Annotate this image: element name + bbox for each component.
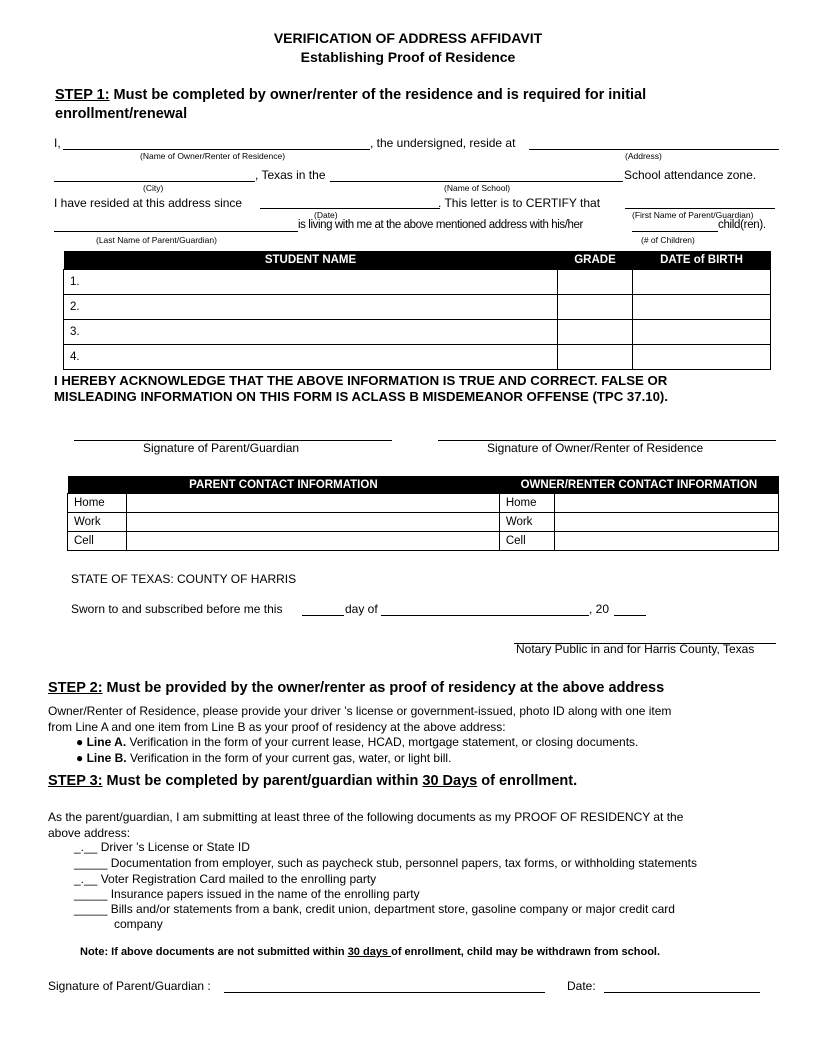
row-number: 4. xyxy=(70,351,80,363)
grade-cell[interactable] xyxy=(558,295,633,320)
student-name-cell[interactable] xyxy=(64,270,558,295)
owner-home-field[interactable] xyxy=(554,494,778,513)
document-text: Insurance papers issued in the name of the enrolling party xyxy=(107,887,420,901)
table-row xyxy=(68,513,779,532)
sworn-day-field[interactable] xyxy=(302,615,344,616)
dob-cell[interactable] xyxy=(633,320,771,345)
document-text: Voter Registration Card mailed to the enrolling party xyxy=(97,872,377,886)
sworn-month-field[interactable] xyxy=(381,615,589,616)
document-text: Driver ’s License or State ID xyxy=(97,840,250,854)
parent-signature-caption: Signature of Parent/Guardian xyxy=(143,441,300,455)
texas-in-the-text: , Texas in the xyxy=(255,168,326,182)
step3-para-line1: As the parent/guardian, I am submitting at least three of the following documents as my PROOF OF RESIDENCY at the xyxy=(48,810,684,824)
num-children-field[interactable] xyxy=(632,231,718,232)
last-name-caption: (Last Name of Parent/Guardian) xyxy=(96,235,217,245)
row-number: 3. xyxy=(70,326,80,338)
step3-para-line2: above address: xyxy=(48,826,131,840)
student-name-cell[interactable] xyxy=(64,320,558,345)
row-number: 2. xyxy=(70,301,80,313)
city-field[interactable] xyxy=(54,181,255,182)
document-checkbox-blank[interactable]: _____ xyxy=(74,902,108,916)
parent-work-field[interactable] xyxy=(127,513,500,532)
parent-cell-field[interactable] xyxy=(127,532,500,551)
student-name-cell[interactable] xyxy=(64,295,558,320)
note xyxy=(80,946,660,958)
bullet-icon: ● xyxy=(76,751,87,765)
city-caption: (City) xyxy=(143,183,164,193)
school-zone-text: School attendance zone. xyxy=(624,168,757,182)
step2-label: STEP 2: xyxy=(48,680,103,696)
line-b-text: Verification in the form of your current gas, water, or light bill. xyxy=(126,751,452,765)
table-row xyxy=(64,320,771,345)
contact-table xyxy=(67,476,779,551)
step1-heading xyxy=(55,86,755,124)
note-before: Note: If above documents are not submitted within xyxy=(80,946,348,958)
document-text-continuation: company xyxy=(114,917,163,931)
document-checkbox-blank[interactable]: _____ xyxy=(74,887,108,901)
contact-table-header xyxy=(68,476,779,494)
notary-caption: Notary Public in and for Harris County, Texas xyxy=(516,642,755,656)
owner-name-caption: (Name of Owner/Renter of Residence) xyxy=(140,151,286,161)
step2-para-line2: from Line A and one item from Line B as your proof of residency at the above address: xyxy=(48,720,506,734)
footer-signature-line[interactable] xyxy=(224,992,545,993)
note-after: of enrollment, child may be withdrawn from school. xyxy=(391,946,661,958)
table-row xyxy=(64,270,771,295)
document-checkbox-blank[interactable]: _.__ xyxy=(74,872,98,886)
line-b-item xyxy=(76,751,451,765)
parent-contact-label: Work xyxy=(68,513,127,532)
parent-last-name-field[interactable] xyxy=(54,231,298,232)
step1-text-line1: Must be completed by owner/renter of the residence and is required for initial xyxy=(109,87,647,103)
living-with-text: is living with me at the above mentioned address with his/her xyxy=(298,219,583,231)
footer-date-line[interactable] xyxy=(604,992,760,993)
dob-cell[interactable] xyxy=(633,270,771,295)
date-caption: (Date) xyxy=(314,210,338,220)
i-prefix: I, xyxy=(54,136,61,150)
document-text: Documentation from employer, such as paycheck stub, personnel papers, tax forms, or withholding statements xyxy=(107,856,697,870)
sworn-text: Sworn to and subscribed before me this xyxy=(71,602,283,616)
parent-contact-label: Home xyxy=(68,494,127,513)
address-field[interactable] xyxy=(529,149,779,150)
step3-text-after: of enrollment. xyxy=(477,773,578,789)
document-item xyxy=(74,887,420,901)
step2-para-line1: Owner/Renter of Residence, please provide your driver ’s license or government-issued, photo ID along with one item xyxy=(48,704,672,718)
document-checkbox-blank[interactable]: _____ xyxy=(74,856,108,870)
step1-text-line2: enrollment/renewal xyxy=(55,106,188,122)
owner-contact-label: Home xyxy=(499,494,554,513)
step3-text-before: Must be completed by parent/guardian within xyxy=(102,773,423,789)
line-a-item xyxy=(76,735,638,749)
document-item xyxy=(74,840,250,854)
grade-cell[interactable] xyxy=(558,345,633,370)
line-b-label: Line B. xyxy=(86,751,127,765)
bullet-icon: ● xyxy=(76,735,87,749)
form-subtitle: Establishing Proof of Residence xyxy=(300,49,516,65)
dob-header: DATE of BIRTH xyxy=(633,251,771,270)
table-row xyxy=(64,295,771,320)
owner-contact-label: Work xyxy=(499,513,554,532)
resided-since-text: I have resided at this address since xyxy=(54,196,243,210)
footer-signature-label: Signature of Parent/Guardian : xyxy=(48,979,211,993)
footer-date-label: Date: xyxy=(567,979,596,993)
parent-home-field[interactable] xyxy=(127,494,500,513)
document-checkbox-blank[interactable]: _.__ xyxy=(74,840,98,854)
step3-paragraph xyxy=(48,809,683,841)
document-item xyxy=(74,872,376,886)
student-table xyxy=(63,251,771,370)
owner-work-field[interactable] xyxy=(554,513,778,532)
table-row xyxy=(68,532,779,551)
school-caption: (Name of School) xyxy=(444,183,511,193)
document-item xyxy=(74,902,675,916)
grade-cell[interactable] xyxy=(558,270,633,295)
owner-contact-label: Cell xyxy=(499,532,554,551)
year-prefix-text: , 20 xyxy=(589,602,610,616)
acknowledgement-line2: MISLEADING INFORMATION ON THIS FORM IS ACLASS B MISDEMEANOR OFFENSE (TPC 37.10). xyxy=(54,389,668,404)
document-text: Bills and/or statements from a bank, credit union, department store, gasoline company or major credit card xyxy=(107,902,675,916)
step1-label: STEP 1: xyxy=(55,87,110,103)
step3-days: 30 Days xyxy=(422,773,478,789)
note-days: 30 days xyxy=(347,946,392,958)
step2-paragraph xyxy=(48,703,671,735)
step3-label: STEP 3: xyxy=(48,773,103,789)
state-county-text: STATE OF TEXAS: COUNTY OF HARRIS xyxy=(71,572,297,586)
line-a-label: Line A. xyxy=(86,735,127,749)
certify-text: . This letter is to CERTIFY that xyxy=(438,196,601,210)
acknowledgement xyxy=(54,373,668,405)
owner-contact-header: OWNER/RENTER CONTACT INFORMATION xyxy=(499,476,778,494)
student-table-header xyxy=(64,251,771,270)
address-caption: (Address) xyxy=(625,151,662,161)
step2-heading xyxy=(48,679,788,698)
num-children-caption: (# of Children) xyxy=(641,235,695,245)
dob-cell[interactable] xyxy=(633,345,771,370)
dob-cell[interactable] xyxy=(633,295,771,320)
table-row xyxy=(68,494,779,513)
student-name-cell[interactable] xyxy=(64,345,558,370)
sworn-year-field[interactable] xyxy=(614,615,646,616)
line-a-text: Verification in the form of your current lease, HCAD, mortgage statement, or closing documents. xyxy=(126,735,639,749)
owner-name-field[interactable] xyxy=(63,149,370,150)
school-name-field[interactable] xyxy=(330,181,623,182)
form-title: VERIFICATION OF ADDRESS AFFIDAVIT xyxy=(273,30,543,46)
grade-cell[interactable] xyxy=(558,320,633,345)
owner-signature-caption: Signature of Owner/Renter of Residence xyxy=(487,441,704,455)
grade-header: GRADE xyxy=(558,251,633,270)
document-item xyxy=(74,856,697,870)
row-number: 1. xyxy=(70,276,80,288)
resided-date-field[interactable] xyxy=(260,208,440,209)
parent-first-name-field[interactable] xyxy=(625,208,775,209)
parent-contact-header: PARENT CONTACT INFORMATION xyxy=(68,476,500,494)
student-name-header: STUDENT NAME xyxy=(64,251,558,270)
day-of-text: day of xyxy=(345,602,378,616)
table-row xyxy=(64,345,771,370)
owner-cell-field[interactable] xyxy=(554,532,778,551)
undersigned-text: , the undersigned, reside at xyxy=(370,136,516,150)
parent-contact-label: Cell xyxy=(68,532,127,551)
acknowledgement-line1: I HEREBY ACKNOWLEDGE THAT THE ABOVE INFORMATION IS TRUE AND CORRECT. FALSE OR xyxy=(54,373,668,388)
step3-heading xyxy=(48,772,788,791)
children-text: child(ren). xyxy=(718,219,766,231)
first-name-caption: (First Name of Parent/Guardian) xyxy=(632,210,754,220)
step2-text: Must be provided by the owner/renter as proof of residency at the above address xyxy=(102,680,665,696)
